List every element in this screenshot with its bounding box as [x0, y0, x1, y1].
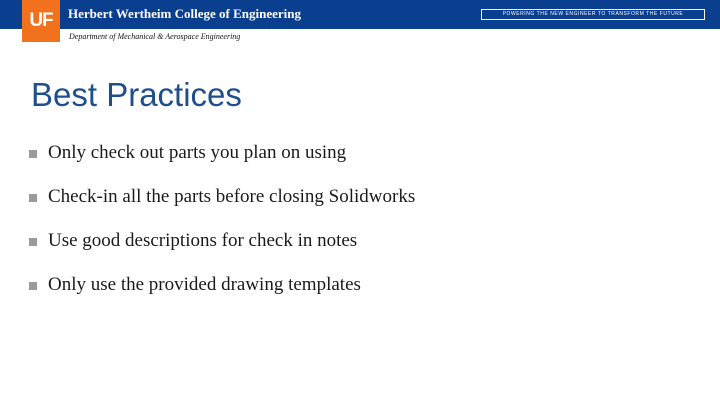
square-bullet-icon: [29, 150, 37, 158]
tagline-box: [481, 9, 705, 20]
bullet-text: Only check out parts you plan on using: [48, 142, 347, 163]
slide-title: Best Practices: [31, 76, 242, 113]
bullet-text: Check-in all the parts before closing Solidworks: [48, 186, 416, 207]
bullet-list: [29, 140, 415, 316]
college-name: Herbert Wertheim College of Engineering: [68, 6, 301, 21]
header-bar: [0, 0, 720, 29]
square-bullet-icon: [29, 282, 37, 290]
square-bullet-icon: [29, 194, 37, 202]
department-name: Department of Mechanical & Aerospace Engineering: [69, 32, 241, 41]
bullet-item: [29, 184, 415, 228]
bullet-item: [29, 228, 415, 272]
bullet-item: [29, 140, 415, 184]
uf-logo: UF: [22, 0, 60, 42]
square-bullet-icon: [29, 238, 37, 246]
bullet-item: [29, 272, 415, 316]
tagline: POWERING THE NEW ENGINEER TO TRANSFORM THE FUTURE: [502, 11, 684, 17]
bullet-text: Only use the provided drawing templates: [48, 274, 361, 295]
bullet-text: Use good descriptions for check in notes: [48, 230, 358, 251]
